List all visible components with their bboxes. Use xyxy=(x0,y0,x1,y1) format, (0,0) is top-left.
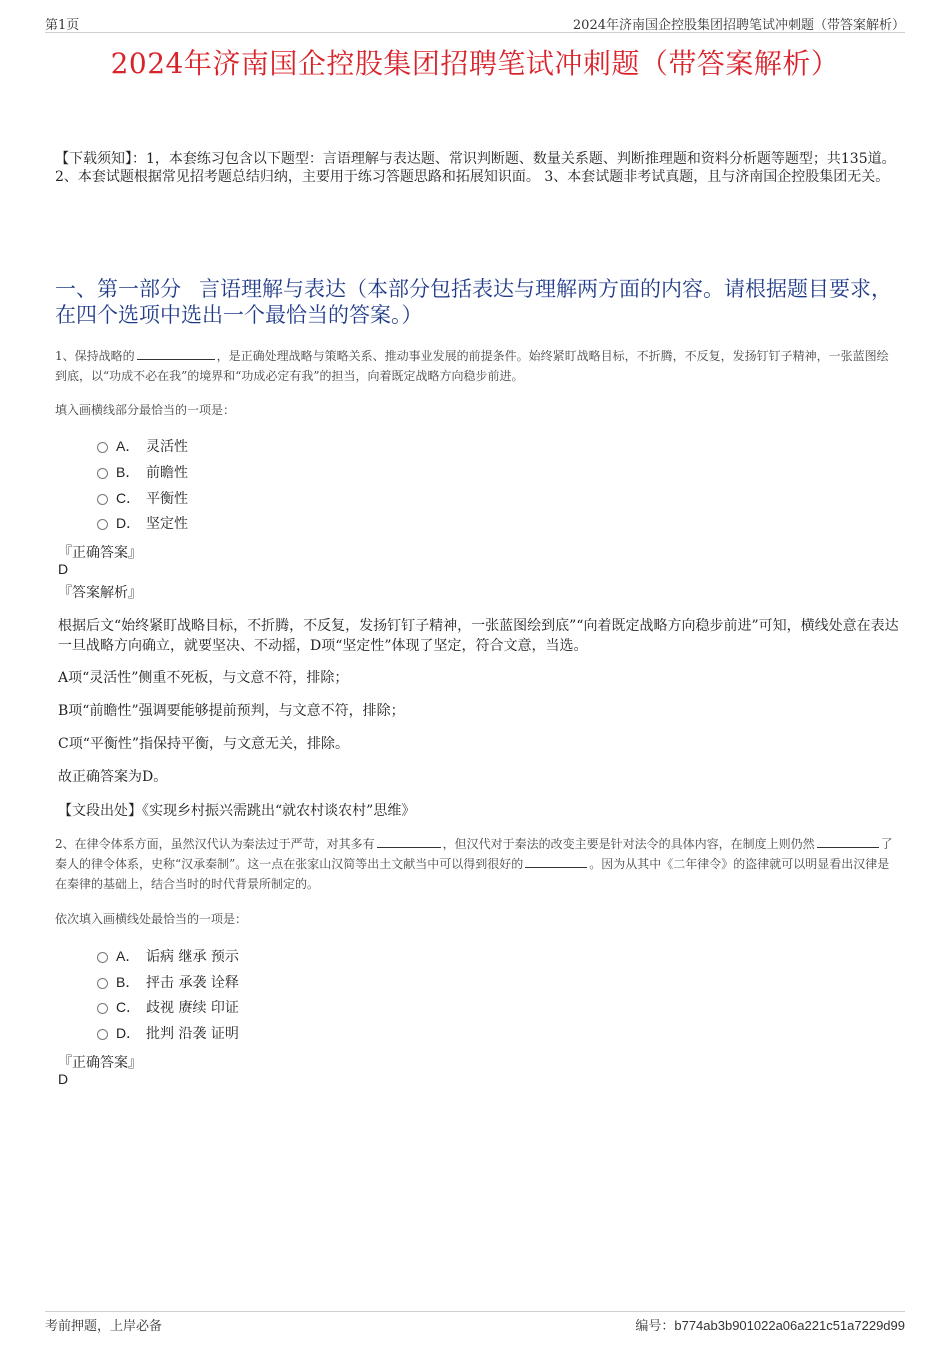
q1-analysis-a: A项“灵活性”侧重不死板，与文意不符，排除； xyxy=(58,670,349,686)
fill-blank xyxy=(377,835,441,848)
question-1-prompt: 填入画横线部分最恰当的一项是： xyxy=(55,403,236,417)
radio-icon[interactable] xyxy=(97,494,108,505)
q1-answer-label: 『正确答案』 xyxy=(58,545,142,561)
question-2-prompt: 依次填入画横线处最恰当的一项是： xyxy=(55,912,248,926)
radio-icon[interactable] xyxy=(97,1029,108,1040)
page-footer xyxy=(45,1311,905,1334)
radio-icon[interactable] xyxy=(97,978,108,989)
question-1-stem: 1、保持战略的 ，是正确处理战略与策略关系、推动事业发展的前提条件。始终紧盯战略目标，不折腾，不反复，发扬钉钉子精神，一张蓝图绘到底，以“功成不必在我”的境界和“功成必定有我”的担当，向着既定战略方向稳步前进。 xyxy=(55,349,889,383)
header-doc-title: 2024年济南国企控股集团招聘笔试冲刺题（带答案解析） xyxy=(572,18,905,33)
page-header xyxy=(45,14,905,33)
fill-blank xyxy=(817,835,879,848)
fill-blank xyxy=(137,347,215,360)
download-notice: 【下载须知】：1，本套练习包含以下题型：言语理解与表达题、常识判断题、数量关系题、判断推理题和资料分析题等题型；共135道。 2、本套试题根据常见招考题总结归纳，主要用于练习答题思路和拓展知识面。 3、本套试题非考试真题，且与济南国企控股集团无关。 xyxy=(55,151,896,185)
footer-slogan: 考前押题，上岸必备 xyxy=(45,1319,163,1334)
q1-source: 【文段出处】《实现乡村振兴需跳出“就农村谈农村”思维》 xyxy=(58,803,416,819)
section-description: 言语理解与表达（本部分包括表达与理解两方面的内容。请根据题目要求，在四个选项中选出一个最恰当的答案。） xyxy=(55,277,892,327)
q2-answer: D xyxy=(58,1071,69,1087)
radio-icon[interactable] xyxy=(97,468,108,479)
document-code: 编号：b774ab3b901022a06a221c51a7229d99 xyxy=(635,1318,905,1334)
q1-option-a[interactable]: A． 灵活性 xyxy=(97,436,188,456)
q2-option-c[interactable]: C． 歧视 赓续 印证 xyxy=(97,997,239,1017)
q2-option-d[interactable]: D． 批判 沿袭 证明 xyxy=(97,1023,239,1043)
question-2-stem: 2、在律令体系方面，虽然汉代认为秦法过于严苛，对其多有 ，但汉代对于秦法的改变主要是针对法令的具体内容，在制度上则仍然 了秦人的律令体系，史称“汉承秦制”。这一点在张家山汉简等出土文献当中可以得到很好的 。因为从其中《二年律令》的盗律就可以明显看出汉律是在秦律的基础上，结合当时的时代背景所制定的。 xyxy=(55,837,893,891)
fill-blank xyxy=(525,855,587,868)
page-number: 第1页 xyxy=(45,18,80,33)
document-title: 2024年济南国企控股集团招聘笔试冲刺题（带答案解析） xyxy=(110,47,840,80)
q1-option-d[interactable]: D． 坚定性 xyxy=(97,513,188,533)
section-heading xyxy=(55,276,895,328)
radio-icon[interactable] xyxy=(97,1003,108,1014)
radio-icon[interactable] xyxy=(97,952,108,963)
q1-analysis-conclusion: 故正确答案为D。 xyxy=(58,769,168,785)
section-number: 一、第一部分 xyxy=(55,277,181,301)
q1-option-b[interactable]: B． 前瞻性 xyxy=(97,462,188,482)
q1-analysis-c: C项“平衡性”指保持平衡，与文意无关，排除。 xyxy=(58,736,350,752)
q1-analysis-label: 『答案解析』 xyxy=(58,585,142,601)
radio-icon[interactable] xyxy=(97,442,108,453)
q1-analysis-main: 根据后文“始终紧盯战略目标，不折腾，不反复，发扬钉钉子精神，一张蓝图绘到底”“向着既定战略方向稳步前进”可知，横线处意在表达一旦战略方向确立，就要坚决、不动摇，D项“坚定性”体现了坚定，符合文意，当选。 xyxy=(58,618,899,654)
q1-answer: D xyxy=(58,561,69,577)
radio-icon[interactable] xyxy=(97,519,108,530)
q2-option-b[interactable]: B． 抨击 承袭 诠释 xyxy=(97,972,239,992)
q1-option-c[interactable]: C． 平衡性 xyxy=(97,488,188,508)
q2-option-a[interactable]: A． 诟病 继承 预示 xyxy=(97,946,239,966)
q2-answer-label: 『正确答案』 xyxy=(58,1055,142,1071)
q1-analysis-b: B项“前瞻性”强调要能够提前预判，与文意不符，排除； xyxy=(58,703,405,719)
